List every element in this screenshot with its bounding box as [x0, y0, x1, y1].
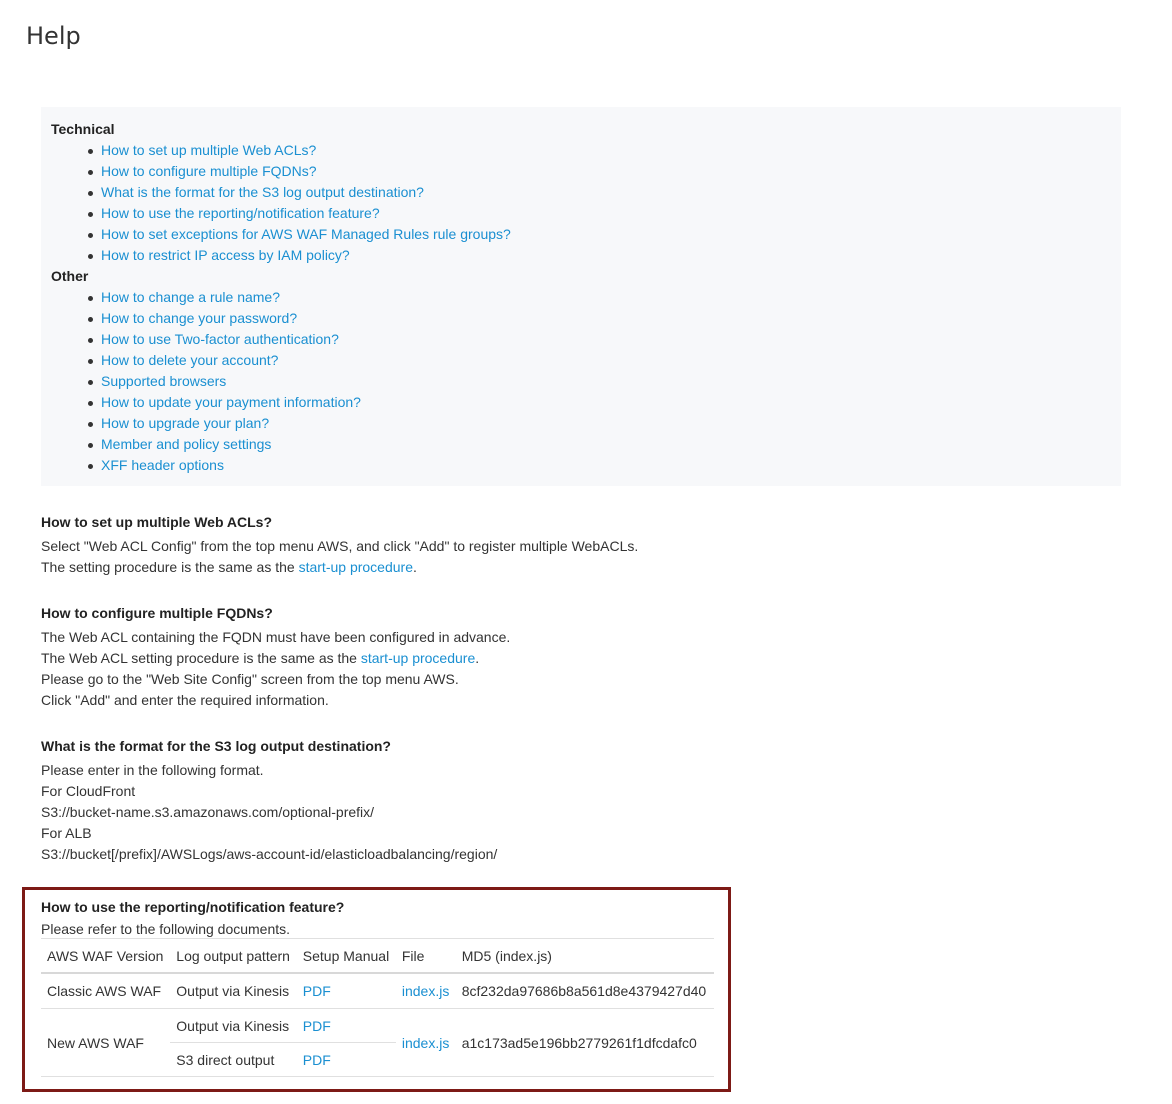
- table-cell: [297, 973, 396, 1009]
- list-item: [101, 161, 1111, 182]
- section-text: S3://bucket-name.s3.amazonaws.com/optional-prefix/: [41, 804, 375, 820]
- section-text: For ALB: [41, 825, 92, 841]
- column-header: Setup Manual: [297, 939, 396, 974]
- text-span: .: [413, 559, 417, 575]
- section-title: How to configure multiple FQDNs?: [41, 605, 273, 621]
- highlight-box-reporting: [22, 887, 731, 1092]
- text-span: The Web ACL setting procedure is the same as the: [41, 650, 361, 666]
- pdf-link-classic[interactable]: PDF: [302, 983, 331, 999]
- table-row: [41, 1009, 714, 1043]
- list-item: [101, 245, 1111, 266]
- list-item: [101, 392, 1111, 413]
- table-cell: Classic AWS WAF: [41, 973, 170, 1009]
- section-fqdns: [41, 604, 1141, 711]
- toc-category-technical: Technical: [51, 121, 115, 137]
- pdf-link-new-s3[interactable]: PDF: [302, 1051, 331, 1068]
- toc-link-password[interactable]: How to change your password?: [101, 310, 298, 326]
- text-span: The setting procedure is the same as the: [41, 559, 299, 575]
- section-web-acls: [41, 513, 1141, 578]
- reporting-documents-table: [41, 938, 714, 1077]
- toc-link-fqdns[interactable]: How to configure multiple FQDNs?: [101, 163, 317, 179]
- table-of-contents: [41, 107, 1121, 486]
- page-title: Help: [26, 22, 81, 50]
- list-item: [101, 455, 1111, 476]
- table-cell: Output via Kinesis: [170, 973, 297, 1009]
- section-text: Please go to the "Web Site Config" screen from the top menu AWS.: [41, 671, 459, 687]
- column-header: AWS WAF Version: [41, 939, 170, 974]
- pdf-link-new-kinesis[interactable]: PDF: [302, 1017, 331, 1034]
- table-cell: [396, 973, 456, 1009]
- table-header-row: [41, 939, 714, 974]
- section-text: [41, 557, 1141, 578]
- toc-link-rule-name[interactable]: How to change a rule name?: [101, 289, 280, 305]
- section-text: Please enter in the following format.: [41, 762, 264, 778]
- toc-link-browsers[interactable]: Supported browsers: [101, 373, 227, 389]
- section-text: [41, 648, 1141, 669]
- list-item: [101, 308, 1111, 329]
- toc-link-two-factor[interactable]: How to use Two-factor authentication?: [101, 331, 339, 347]
- table-row: [41, 973, 714, 1009]
- help-sections: [41, 513, 1141, 891]
- toc-list-other: [51, 287, 1111, 476]
- table-cell: New AWS WAF: [41, 1009, 170, 1077]
- toc-link-upgrade-plan[interactable]: How to upgrade your plan?: [101, 415, 270, 431]
- list-item: [101, 371, 1111, 392]
- list-item: [101, 140, 1111, 161]
- list-item: [101, 203, 1111, 224]
- indexjs-link-classic[interactable]: index.js: [401, 983, 450, 999]
- indexjs-link-new[interactable]: index.js: [401, 1034, 450, 1051]
- table-cell: Output via Kinesis: [170, 1009, 297, 1043]
- toc-list-technical: [51, 140, 1111, 266]
- toc-link-iam-policy[interactable]: How to restrict IP access by IAM policy?: [101, 247, 350, 263]
- table-cell: [396, 1009, 456, 1077]
- list-item: [101, 434, 1111, 455]
- list-item: [101, 224, 1111, 245]
- toc-link-managed-rules[interactable]: How to set exceptions for AWS WAF Managed Rules rule groups?: [101, 226, 511, 242]
- list-item: [101, 350, 1111, 371]
- section-text: Please refer to the following documents.: [41, 921, 291, 937]
- list-item: [101, 413, 1111, 434]
- startup-procedure-link[interactable]: start-up procedure: [360, 650, 476, 666]
- section-title: How to set up multiple Web ACLs?: [41, 514, 272, 530]
- section-text: Click "Add" and enter the required information.: [41, 692, 329, 708]
- list-item: [101, 287, 1111, 308]
- section-title: How to use the reporting/notification feature?: [41, 899, 345, 915]
- column-header: Log output pattern: [170, 939, 297, 974]
- toc-link-web-acls[interactable]: How to set up multiple Web ACLs?: [101, 142, 317, 158]
- table-cell: S3 direct output: [170, 1043, 297, 1077]
- table-cell: a1c173ad5e196bb2779261f1dfcdafc0: [456, 1009, 714, 1077]
- text-span: .: [475, 650, 480, 666]
- section-text: The Web ACL containing the FQDN must have been configured in advance.: [41, 629, 511, 645]
- table-cell: [297, 1009, 396, 1043]
- toc-link-s3-format[interactable]: What is the format for the S3 log output destination?: [101, 184, 424, 200]
- list-item: [101, 329, 1111, 350]
- startup-procedure-link[interactable]: start-up procedure: [298, 559, 413, 575]
- section-s3-format: [41, 737, 1141, 865]
- toc-link-payment[interactable]: How to update your payment information?: [101, 394, 361, 410]
- section-text: For CloudFront: [41, 783, 136, 799]
- toc-link-delete-account[interactable]: How to delete your account?: [101, 352, 279, 368]
- column-header: File: [396, 939, 456, 974]
- toc-link-member-policy[interactable]: Member and policy settings: [101, 436, 272, 452]
- list-item: [101, 182, 1111, 203]
- toc-link-reporting[interactable]: How to use the reporting/notification feature?: [101, 205, 380, 221]
- column-header: MD5 (index.js): [456, 939, 714, 974]
- toc-category-other: Other: [51, 268, 89, 284]
- table-cell: 8cf232da97686b8a561d8e4379427d40: [456, 973, 714, 1009]
- section-title: What is the format for the S3 log output destination?: [41, 738, 391, 754]
- section-text: Select "Web ACL Config" from the top menu AWS, and click "Add" to register multiple WebACLs.: [41, 538, 639, 554]
- section-reporting: [41, 898, 716, 1077]
- table-cell: [297, 1043, 396, 1077]
- toc-link-xff-header[interactable]: XFF header options: [101, 457, 224, 473]
- section-text: S3://bucket[/prefix]/AWSLogs/aws-account-id/elasticloadbalancing/region/: [41, 846, 498, 862]
